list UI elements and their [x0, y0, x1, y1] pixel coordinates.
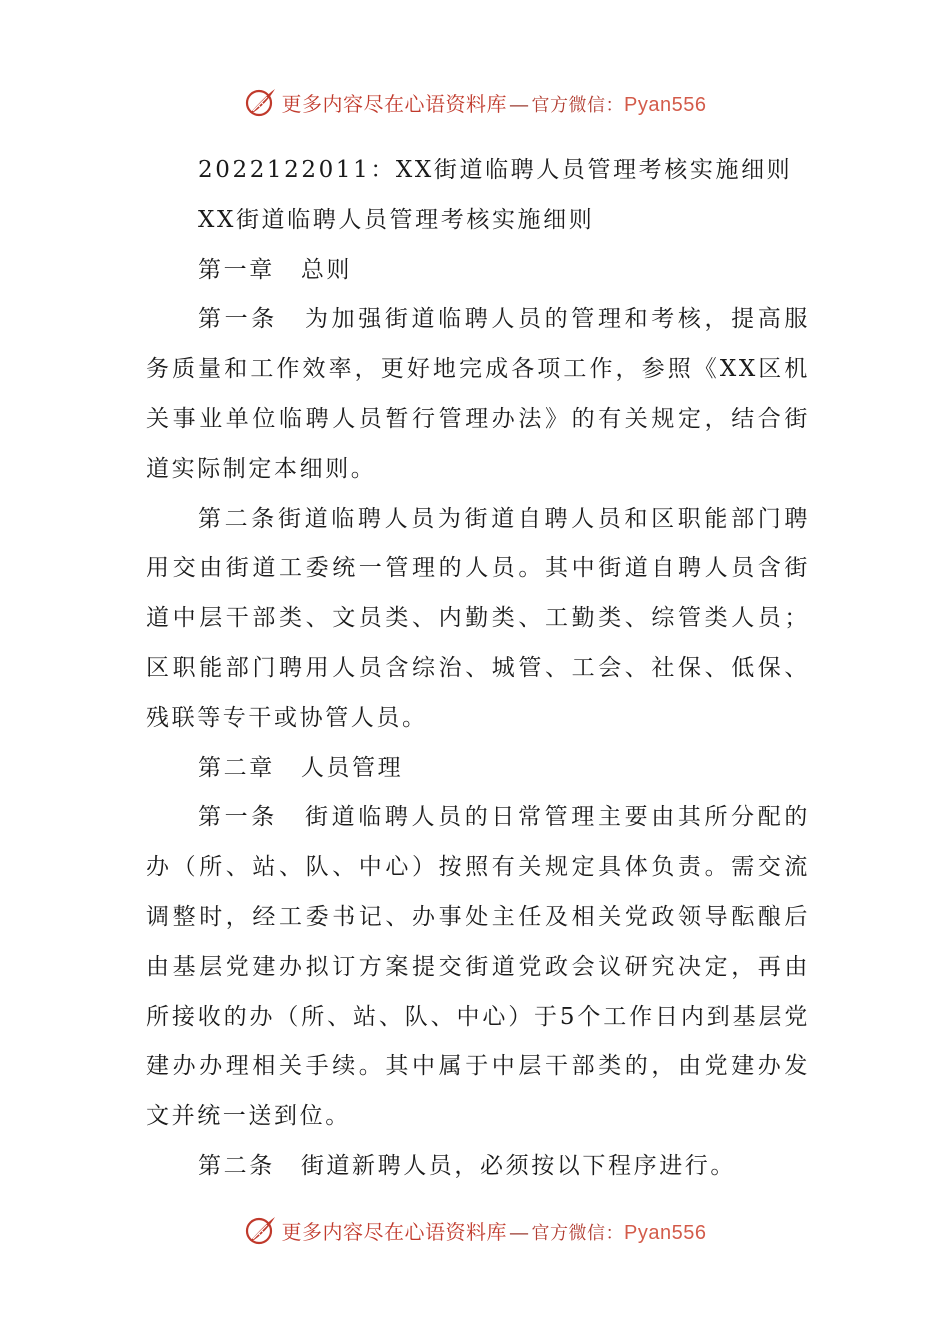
article-text: 街道临聘人员的日常管理主要由其所分配的办（所、站、队、中心）按照有关规定具体负责。需交流调整时，经工委书记、办事处主任及相关党政领导酝酿后由基层党建办拟订方案提交街道党政会议研究决定，再由所接收的办（所、站、队、中心）于5个工作日内到基层党建办办理相关手续。其中属于中层干部类的，由党建办发文并统一送到位。 [146, 804, 810, 1130]
article-paragraph [146, 495, 810, 744]
chapter-label: 第二章 [198, 754, 275, 781]
banner-text [282, 88, 707, 117]
document-title: XX街道临聘人员管理考核实施细则 [198, 206, 595, 233]
document-heading-code: 2022122011：XX街道临聘人员管理考核实施细则 [198, 157, 793, 183]
header-watermark-banner [0, 80, 950, 124]
chapter-name: 人员管理 [300, 754, 404, 781]
article-label: 第一条 [198, 306, 278, 333]
article-paragraph [146, 793, 810, 1142]
banner-wechat-id: Pyan556 [624, 1221, 707, 1244]
document-body [146, 146, 810, 1192]
banner-wechat-label: 官方微信： [531, 1222, 625, 1244]
chapter-heading [146, 744, 810, 794]
banner-wechat-id: Pyan556 [624, 93, 707, 116]
banner-wechat-label: 官方微信： [531, 94, 625, 116]
article-paragraph [146, 1142, 810, 1192]
chapter-name: 总则 [300, 256, 353, 283]
banner-separator: — [509, 1219, 530, 1244]
banner-main-text: 更多内容尽在心语资料库 [281, 91, 508, 116]
article-text: 第二条街道临聘人员为街道自聘人员和区职能部门聘用交由街道工委统一管理的人员。其中街道自聘人员含街道中层干部类、文员类、内勤类、工勤类、综管类人员；区职能部门聘用人员含综治、城管、工会、社保、低保、残联等专干或协管人员。 [146, 505, 810, 731]
banner-main-text: 更多内容尽在心语资料库 [281, 1219, 508, 1244]
article-paragraph [146, 295, 810, 494]
article-label: 第一条 [198, 804, 278, 831]
banner-text [282, 1216, 707, 1245]
banner-separator: — [509, 91, 530, 116]
article-label: 第二条 [198, 1152, 275, 1179]
feather-pen-logo-icon [244, 1213, 278, 1247]
footer-watermark-banner [0, 1208, 950, 1252]
chapter-heading [146, 246, 810, 296]
chapter-label: 第一章 [198, 256, 275, 283]
article-text: 为加强街道临聘人员的管理和考核，提高服务质量和工作效率，更好地完成各项工作，参照《XX区机关事业单位临聘人员暂行管理办法》的有关规定，结合街道实际制定本细则。 [146, 306, 810, 482]
article-text: 街道新聘人员，必须按以下程序进行。 [300, 1152, 737, 1179]
feather-pen-logo-icon [244, 85, 278, 119]
